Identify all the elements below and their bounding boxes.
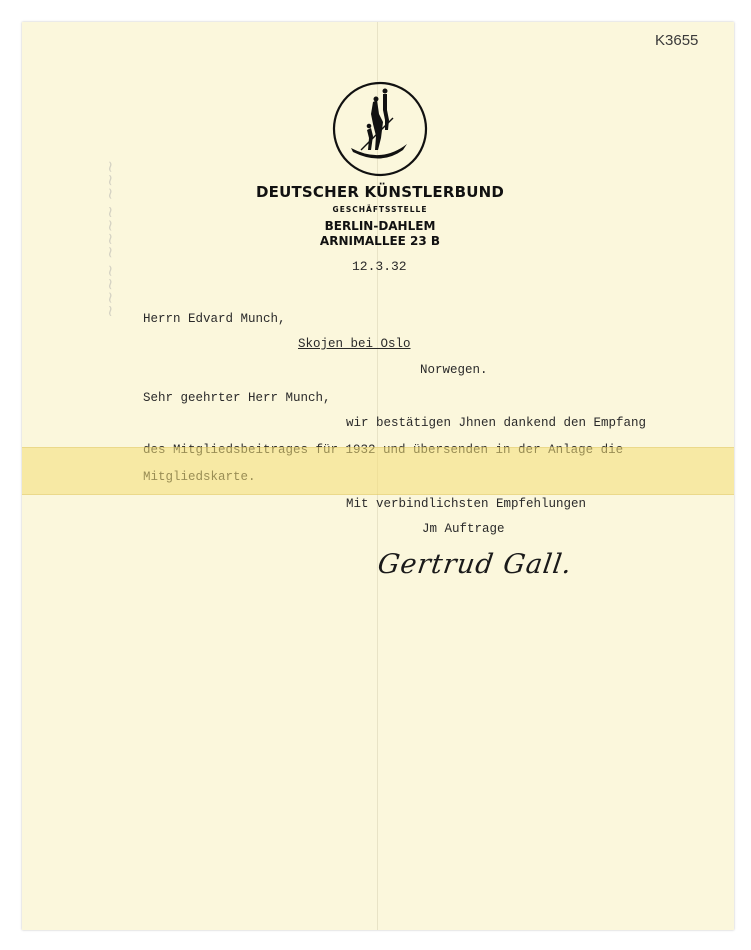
recipient-place: Skojen bei Oslo (298, 337, 411, 351)
handwritten-signature: Gertrud Gall. (375, 549, 575, 580)
organization-city: BERLIN-DAHLEM (324, 219, 436, 233)
organization-street: ARNIMALLEE 23 B (319, 234, 441, 248)
archive-number: K3655 (655, 32, 699, 49)
salutation: Sehr geehrter Herr Munch, (143, 391, 331, 405)
letter-date: 12.3.32 (352, 259, 407, 274)
closing-greeting: Mit verbindlichsten Empfehlungen (346, 497, 587, 511)
organization-subtitle: GESCHÄFTSSTELLE (332, 205, 428, 214)
on-behalf-label: Jm Auftrage (422, 522, 505, 536)
pencil-notes: ~~~ ~~~~ ~~~~ (101, 160, 120, 318)
recipient-name: Herrn Edvard Munch, (143, 312, 286, 326)
kuenstlerbund-logo-icon (331, 80, 429, 178)
recipient-country: Norwegen. (420, 363, 488, 377)
body-line-1: wir bestätigen Jhnen dankend den Empfang (346, 416, 647, 430)
adhesive-tape-strip (22, 447, 734, 495)
organization-name: DEUTSCHER KÜNSTLERBUND (256, 183, 504, 201)
